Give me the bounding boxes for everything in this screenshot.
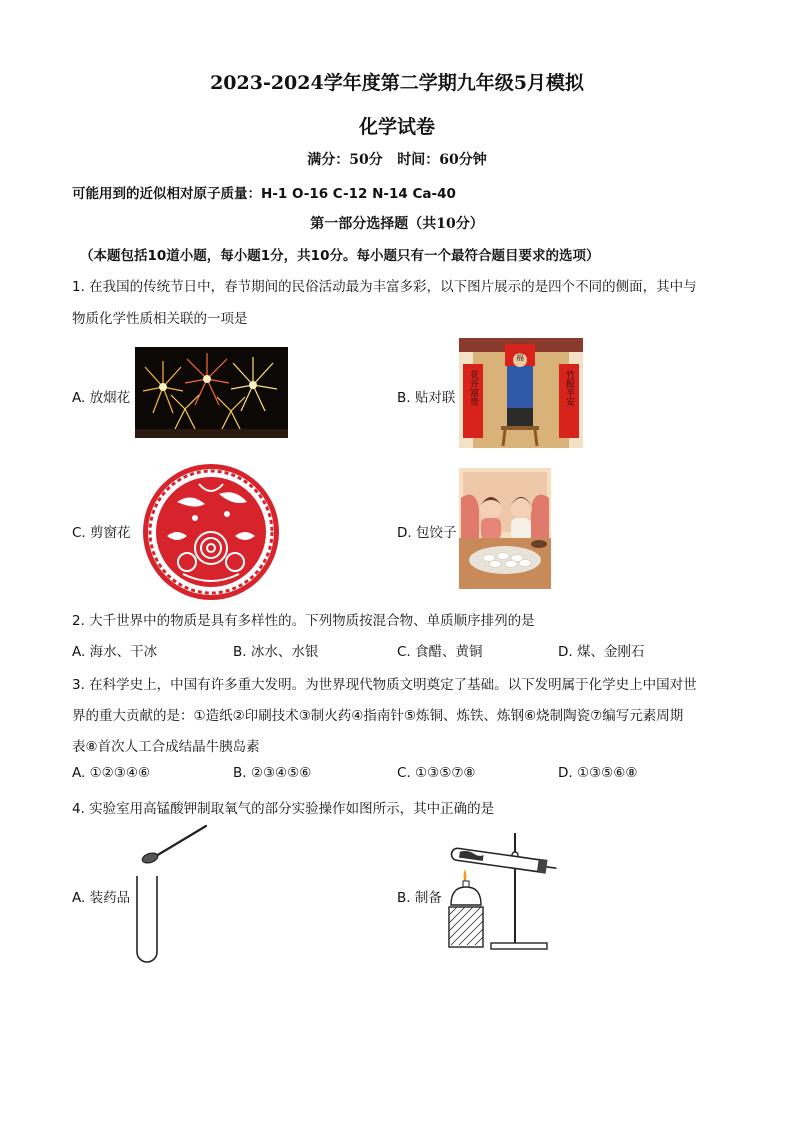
- q1-option-b[interactable]: B. 贴对联: [397, 390, 456, 406]
- section-title: 第一部分选择题（共10分）: [310, 216, 484, 232]
- q2-stem: 2. 大千世界中的物质是具有多样性的。下列物质按混合物、单质顺序排列的是: [72, 613, 535, 629]
- paper-cut-image: [137, 462, 285, 602]
- q3-option-b[interactable]: B. ②③④⑤⑥: [233, 765, 312, 781]
- q3-option-d[interactable]: D. ①③⑤⑥⑧: [558, 765, 638, 781]
- exam-title: 2023-2024学年度第二学期九年级5月模拟: [210, 72, 584, 94]
- q4-option-a[interactable]: A. 装药品: [72, 890, 131, 906]
- q3-stem-line3: 表⑧首次人工合成结晶牛胰岛素: [72, 739, 260, 755]
- q1-option-a[interactable]: A. 放烟花: [72, 390, 131, 406]
- score-time: 满分：50分 时间：60分钟: [307, 152, 487, 168]
- q2-option-c[interactable]: C. 食醋、黄铜: [397, 644, 483, 660]
- q3-option-a[interactable]: A. ①②③④⑥: [72, 765, 151, 781]
- couplet-image: [459, 338, 583, 448]
- q2-option-b[interactable]: B. 冰水、水银: [233, 644, 319, 660]
- q2-option-a[interactable]: A. 海水、干冰: [72, 644, 158, 660]
- q3-stem-line2: 界的重大贡献的是：①造纸②印刷技术③制火药④指南针⑤炼铜、炼铁、炼钢⑥烧制陶瓷⑦编写元素周期: [72, 708, 684, 724]
- couplet-left-text: 花开富贵: [468, 370, 478, 406]
- q1-stem-line1: 1. 在我国的传统节日中，春节期间的民俗活动最为丰富多彩，以下图片展示的是四个不同的侧面，其中与: [72, 279, 697, 295]
- oxygen-apparatus-diagram: [445, 827, 560, 955]
- couplet-right-text: 竹报平安: [564, 370, 574, 406]
- exam-subject: 化学试卷: [358, 116, 435, 138]
- fireworks-image: [135, 347, 288, 438]
- q4-option-b[interactable]: B. 制备: [397, 890, 442, 906]
- q3-option-c[interactable]: C. ①③⑤⑦⑧: [397, 765, 476, 781]
- q3-stem-line1: 3. 在科学史上，中国有许多重大发明。为世界现代物质文明奠定了基础。以下发明属于化学史上中国对世: [72, 677, 697, 693]
- q2-option-d[interactable]: D. 煤、金刚石: [558, 644, 645, 660]
- q1-option-d[interactable]: D. 包饺子: [397, 525, 457, 541]
- q4-stem: 4. 实验室用高锰酸钾制取氧气的部分实验操作如图所示，其中正确的是: [72, 801, 495, 817]
- dumplings-image: [459, 468, 551, 589]
- q1-stem-line2: 物质化学性质相关联的一项是: [72, 311, 248, 327]
- atomic-mass-line: 可能用到的近似相对原子质量：H-1 O-16 C-12 N-14 Ca-40: [72, 186, 456, 202]
- couplet-top-text: 福: [516, 353, 524, 362]
- spoon-test-tube-diagram: [132, 822, 212, 964]
- q1-option-c[interactable]: C. 剪窗花: [72, 525, 131, 541]
- section-instructions: （本题包括10道小题，每小题1分，共10分。每小题只有一个最符合题目要求的选项）: [80, 248, 600, 264]
